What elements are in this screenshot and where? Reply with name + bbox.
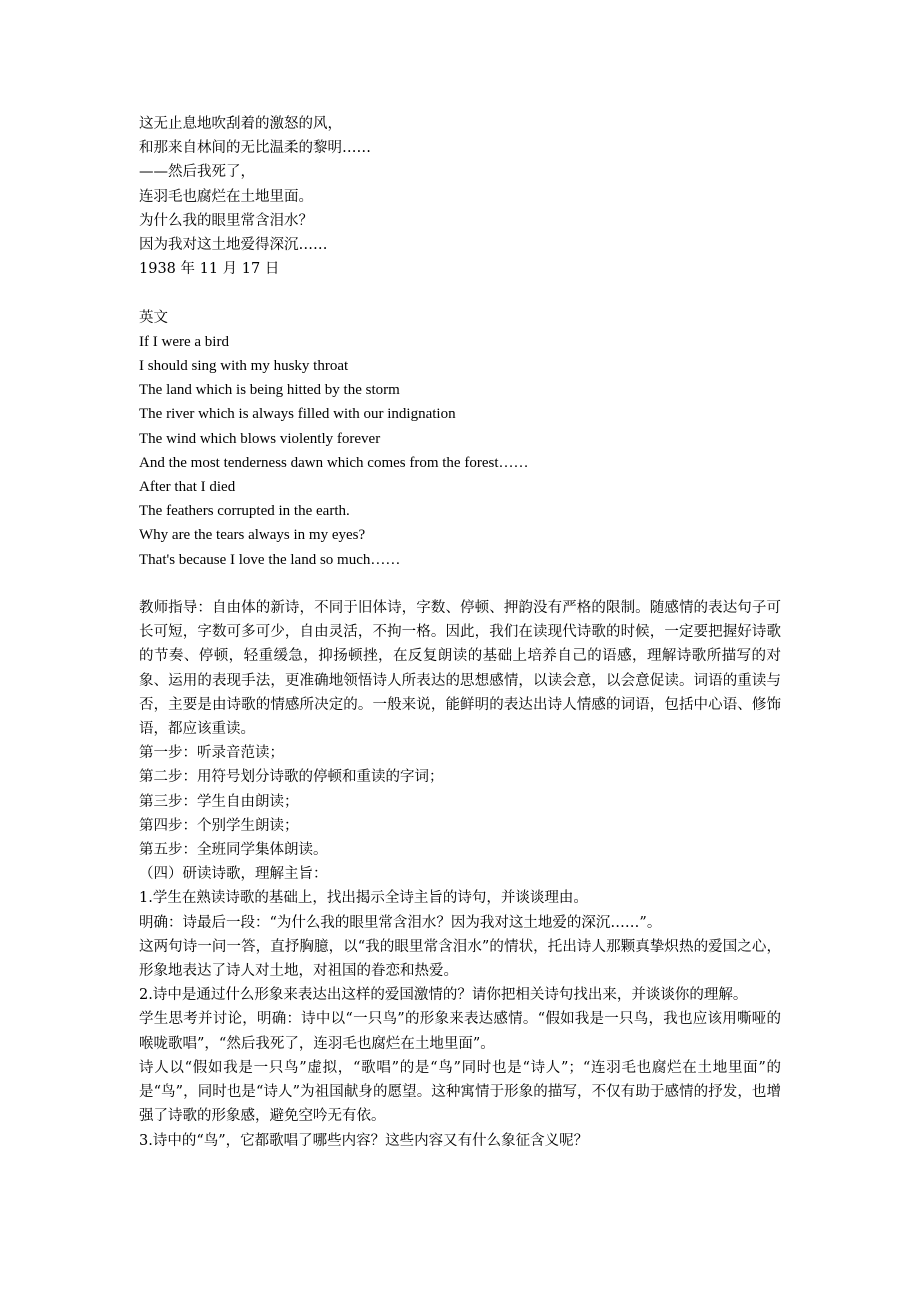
section-heading: （四）研读诗歌，理解主旨：	[139, 866, 328, 883]
poem-en-section	[139, 306, 781, 572]
reading-step: 第三步：学生自由朗读；	[139, 793, 299, 810]
question-2: 2.诗中是通过什么形象来表达出这样的爱国激情的？请你把相关诗句找出来，并谈谈你的理解。	[139, 987, 748, 1004]
poem-date: 1938 年 11 月 17 日	[139, 261, 280, 278]
poem-zh-line: 为什么我的眼里常含泪水？	[139, 212, 313, 229]
poem-en-line: I should sing with my husky throat	[139, 358, 349, 375]
answer-1-explain: 这两句诗一问一答，直抒胸臆，以“我的眼里常含泪水”的情状，托出诗人那颗真挚炽热的爱国之心，形象地表达了诗人对土地，对祖国的眷恋和热爱。	[139, 938, 781, 980]
poem-en-line: The land which is being hitted by the storm	[139, 382, 400, 399]
poem-en-line: If I were a bird	[139, 333, 229, 350]
poem-en-line: The feathers corrupted in the earth.	[139, 503, 350, 520]
poem-en-line: After that I died	[139, 479, 236, 496]
spacer	[139, 572, 781, 596]
document-body	[139, 112, 781, 1153]
poem-zh-line: 连羽毛也腐烂在土地里面。	[139, 188, 313, 205]
poem-en-line: That's because I love the land so much……	[139, 551, 401, 568]
poem-en-line: Why are the tears always in my eyes?	[139, 527, 366, 544]
question-1: 1.学生在熟读诗歌的基础上，找出揭示全诗主旨的诗句，并谈谈理由。	[139, 890, 588, 907]
poem-en-line: The river which is always filled with our indignation	[139, 406, 456, 423]
poem-zh-line: 和那来自林间的无比温柔的黎明……	[139, 140, 371, 157]
guidance-paragraph: 教师指导：自由体的新诗，不同于旧体诗，字数、停顿、押韵没有严格的限制。随感情的表达句子可长可短，字数可多可少，自由灵活，不拘一格。因此，我们在读现代诗歌的时候，一定要把握好诗歌的节奏、停顿，轻重缓急，抑扬顿挫，在反复朗读的基础上培养自己的语感，理解诗歌所描写的对象、运用的表现手法，更准确地领悟诗人所表达的思想感情，以读会意，以会意促读。词语的重读与否，主要是由诗歌的情感所决定的。一般来说，能鲜明的表达出诗人情感的词语，包括中心语、修饰语，都应该重读。	[139, 600, 781, 738]
section-study-theme	[139, 862, 781, 1152]
reading-step: 第四步：个别学生朗读；	[139, 817, 299, 834]
spacer	[139, 281, 781, 305]
poem-zh-line: 这无止息地吹刮着的激怒的风，	[139, 116, 342, 132]
poem-zh-line: 因为我对这土地爱得深沉……	[139, 237, 328, 254]
teacher-guidance	[139, 596, 781, 862]
poem-en-line: And the most tenderness dawn which comes from the forest……	[139, 454, 529, 471]
poem-en-line: The wind which blows violently forever	[139, 430, 381, 447]
reading-step: 第一步：听录音范读；	[139, 745, 284, 762]
reading-step: 第二步：用符号划分诗歌的停顿和重读的字词；	[139, 769, 444, 786]
reading-step: 第五步：全班同学集体朗读。	[139, 842, 328, 859]
poem-zh-line: ——然后我死了，	[139, 164, 255, 181]
answer-2-clear: 学生思考并讨论，明确：诗中以“一只鸟”的形象来表达感情。“假如我是一只鸟，我也应该用嘶哑的喉咙歌唱”，“然后我死了，连羽毛也腐烂在土地里面”。	[139, 1011, 781, 1052]
answer-2-explain: 诗人以“假如我是一只鸟”虚拟，“歌唱”的是“鸟”同时也是“诗人”；“连羽毛也腐烂在土地里面”的是“鸟”，同时也是“诗人”为祖国献身的愿望。这种寓情于形象的描写，不仅有助于感情的抒发，也增强了诗歌的形象感，避免空吟无有依。	[139, 1059, 781, 1125]
question-3: 3.诗中的“鸟”，它都歌唱了哪些内容？这些内容又有什么象征含义呢？	[139, 1132, 589, 1149]
english-heading: 英文	[139, 309, 168, 326]
answer-1-clear: 明确：诗最后一段：“为什么我的眼里常含泪水？因为我对这土地爱的深沉……”。	[139, 914, 662, 931]
poem-zh-tail	[139, 112, 781, 281]
